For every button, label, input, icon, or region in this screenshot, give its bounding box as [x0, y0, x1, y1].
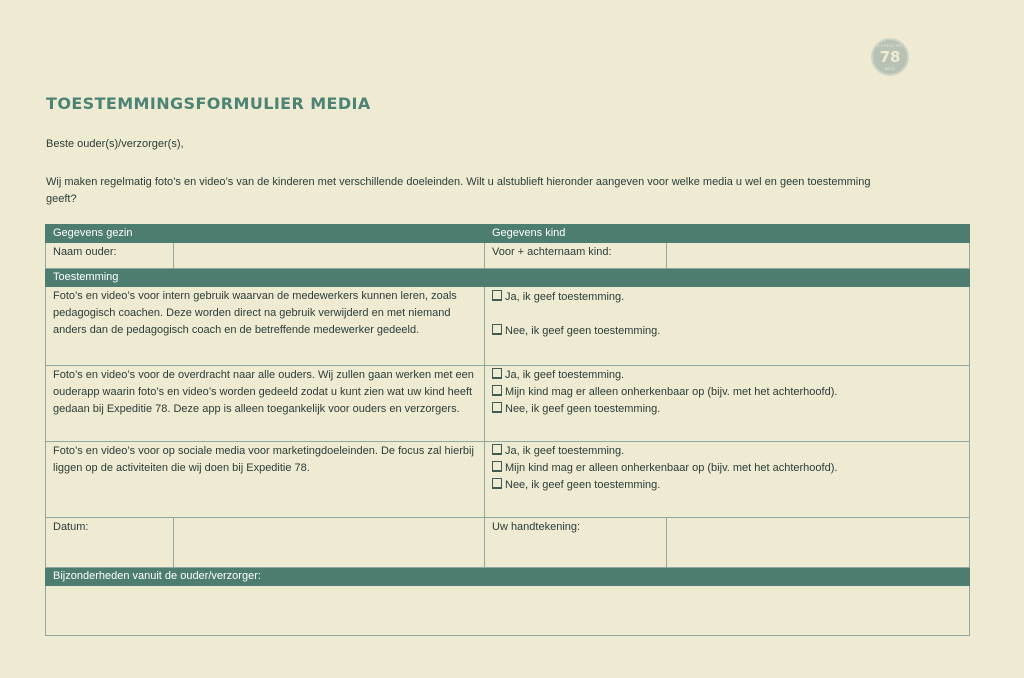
- option-no[interactable]: [492, 401, 962, 418]
- consent-row-social: [46, 442, 970, 518]
- parent-name-field[interactable]: [174, 243, 485, 269]
- header-family: Gegevens gezin: [46, 225, 485, 243]
- logo-number: 78: [879, 48, 901, 66]
- option-label: Nee, ik geef geen toestemming.: [505, 479, 661, 491]
- checkbox-icon[interactable]: [492, 368, 502, 379]
- header-child: Gegevens kind: [485, 225, 970, 243]
- option-yes[interactable]: [492, 367, 962, 384]
- option-unrecognizable[interactable]: [492, 460, 962, 477]
- option-no[interactable]: [492, 323, 962, 340]
- option-no[interactable]: [492, 477, 962, 494]
- option-label: Nee, ik geef geen toestemming.: [505, 403, 661, 415]
- signature-field[interactable]: [667, 518, 970, 568]
- consent-options: [485, 442, 970, 518]
- header-consent: Toestemming: [46, 269, 970, 287]
- date-label: Datum:: [46, 518, 174, 568]
- header-row-consent: [46, 269, 970, 287]
- option-label: Ja, ik geef toestemming.: [505, 445, 625, 457]
- page-title: TOESTEMMINGSFORMULIER MEDIA: [46, 94, 371, 113]
- greeting: Beste ouder(s)/verzorger(s),: [46, 138, 184, 150]
- consent-row-parents: [46, 366, 970, 442]
- option-yes[interactable]: [492, 289, 962, 306]
- checkbox-icon[interactable]: [492, 324, 502, 335]
- option-label: Ja, ik geef toestemming.: [505, 369, 625, 381]
- checkbox-icon[interactable]: [492, 461, 502, 472]
- intro-text: Wij maken regelmatig foto’s en video’s van de kinderen met verschillende doeleinden. Wilt u alstublieft hieronder aangeven voor welke media u wel en geen toestemming geeft?: [46, 176, 871, 205]
- checkbox-icon[interactable]: [492, 402, 502, 413]
- consent-options: [485, 287, 970, 366]
- checkbox-icon[interactable]: [492, 385, 502, 396]
- signature-label: Uw handtekening:: [485, 518, 667, 568]
- consent-description: Foto’s en video’s voor intern gebruik waarvan de medewerkers kunnen leren, zoals pedagogisch coachen. Deze worden direct na gebruik verwijderd en met niemand anders dan de pedagogisch coach en de betreffende medewerker gedeeld.: [46, 287, 485, 366]
- checkbox-icon[interactable]: [492, 444, 502, 455]
- option-yes[interactable]: [492, 443, 962, 460]
- expeditie-78-logo: [871, 38, 909, 76]
- parent-name-label: Naam ouder:: [46, 243, 174, 269]
- consent-description: Foto’s en video’s voor de overdracht naar alle ouders. Wij zullen gaan werken met een ouderapp waarin foto’s en video’s worden gedeeld zodat u kunt zien wat uw kind heeft gedaan bij Expeditie 78. Deze app is alleen toegankelijk voor ouders en verzorgers.: [46, 366, 485, 442]
- logo-arc-top: EXPEDITIE: [877, 43, 903, 48]
- consent-description: Foto’s en video’s voor op sociale media voor marketingdoeleinden. De focus zal hierbij liggen op de activiteiten die wij doen bij Expeditie 78.: [46, 442, 485, 518]
- child-name-field[interactable]: [667, 243, 970, 269]
- option-label: Nee, ik geef geen toestemming.: [505, 325, 661, 337]
- child-name-label: Voor + achternaam kind:: [485, 243, 667, 269]
- remarks-row: [46, 586, 970, 636]
- option-unrecognizable[interactable]: [492, 384, 962, 401]
- consent-row-internal: [46, 287, 970, 366]
- date-field[interactable]: [174, 518, 485, 568]
- remarks-field[interactable]: [46, 586, 970, 636]
- option-label: Mijn kind mag er alleen onherkenbaar op (bijv. met het achterhoofd).: [505, 462, 838, 474]
- option-label: Ja, ik geef toestemming.: [505, 291, 625, 303]
- header-row-details: [46, 225, 970, 243]
- consent-form-table: [45, 224, 970, 636]
- header-row-remarks: [46, 568, 970, 586]
- checkbox-icon[interactable]: [492, 478, 502, 489]
- consent-options: [485, 366, 970, 442]
- option-label: Mijn kind mag er alleen onherkenbaar op (bijv. met het achterhoofd).: [505, 386, 838, 398]
- checkbox-icon[interactable]: [492, 290, 502, 301]
- names-row: [46, 243, 970, 269]
- header-remarks: Bijzonderheden vanuit de ouder/verzorger:: [46, 568, 970, 586]
- signature-row: [46, 518, 970, 568]
- logo-arc-bottom: BSO: [885, 66, 895, 71]
